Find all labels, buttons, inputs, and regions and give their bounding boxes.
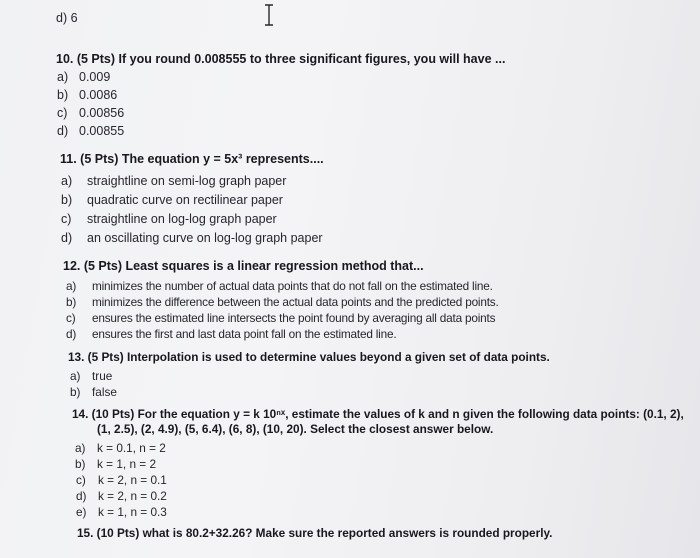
q10-option-b: b) 0.0086 (57, 88, 118, 102)
question-12: 12. (5 Pts) Least squares is a linear regression method that... (63, 259, 424, 273)
question-11: 11. (5 Pts) The equation y = 5x³ represents.... (60, 152, 324, 166)
q11-option-d: d) an oscillating curve on log-log graph paper (61, 231, 323, 245)
question-15: 15. (10 Pts) what is 80.2+32.26? Make sure the reported answers is rounded properly. (77, 526, 553, 540)
q12-option-d: d) ensures the first and last data point fall on the estimated line. (66, 327, 397, 341)
q12-option-b: b) minimizes the difference between the actual data points and the predicted points. (66, 295, 499, 309)
q12-option-a: a) minimizes the number of actual data points that do not fall on the estimated line. (66, 279, 493, 293)
q14-option-c: c) k = 2, n = 0.1 (76, 473, 167, 487)
q14-option-b: b) k = 1, n = 2 (75, 457, 157, 471)
q14-option-e: e) k = 1, n = 0.3 (76, 505, 167, 519)
q14-option-d: d) k = 2, n = 0.2 (76, 489, 167, 503)
q10-option-a: a) 0.009 (57, 70, 111, 84)
q11-option-a: a) straightline on semi-log graph paper (61, 174, 287, 188)
q11-option-b: b) quadratic curve on rectilinear paper (61, 193, 283, 207)
question-10: 10. (5 Pts) If you round 0.008555 to three significant figures, you will have ... (56, 52, 506, 66)
q10-option-d: d) 0.00855 (57, 124, 125, 138)
q13-option-b: b) false (70, 385, 117, 399)
q13-option-a: a) true (70, 369, 113, 383)
q11-option-c: c) straightline on log-log graph paper (61, 212, 277, 226)
q12-option-c: c) ensures the estimated line intersects the point found by averaging all data points (66, 311, 496, 325)
text-cursor-icon (263, 4, 275, 26)
q10-option-c: c) 0.00856 (57, 106, 125, 120)
question-14-continued: (1, 2.5), (2, 4.9), (5, 6.4), (6, 8), (10, 20). Select the closest answer below. (97, 422, 494, 436)
question-13: 13. (5 Pts) Interpolation is used to determine values beyond a given set of data points. (68, 350, 550, 364)
q14-option-a: a) k = 0.1, n = 2 (75, 441, 166, 455)
question-14: 14. (10 Pts) For the equation y = k 10ⁿˣ, estimate the values of k and n given the following data points: (0.1, 2), (72, 407, 684, 421)
q9-option-d: d) 6 (56, 11, 78, 25)
